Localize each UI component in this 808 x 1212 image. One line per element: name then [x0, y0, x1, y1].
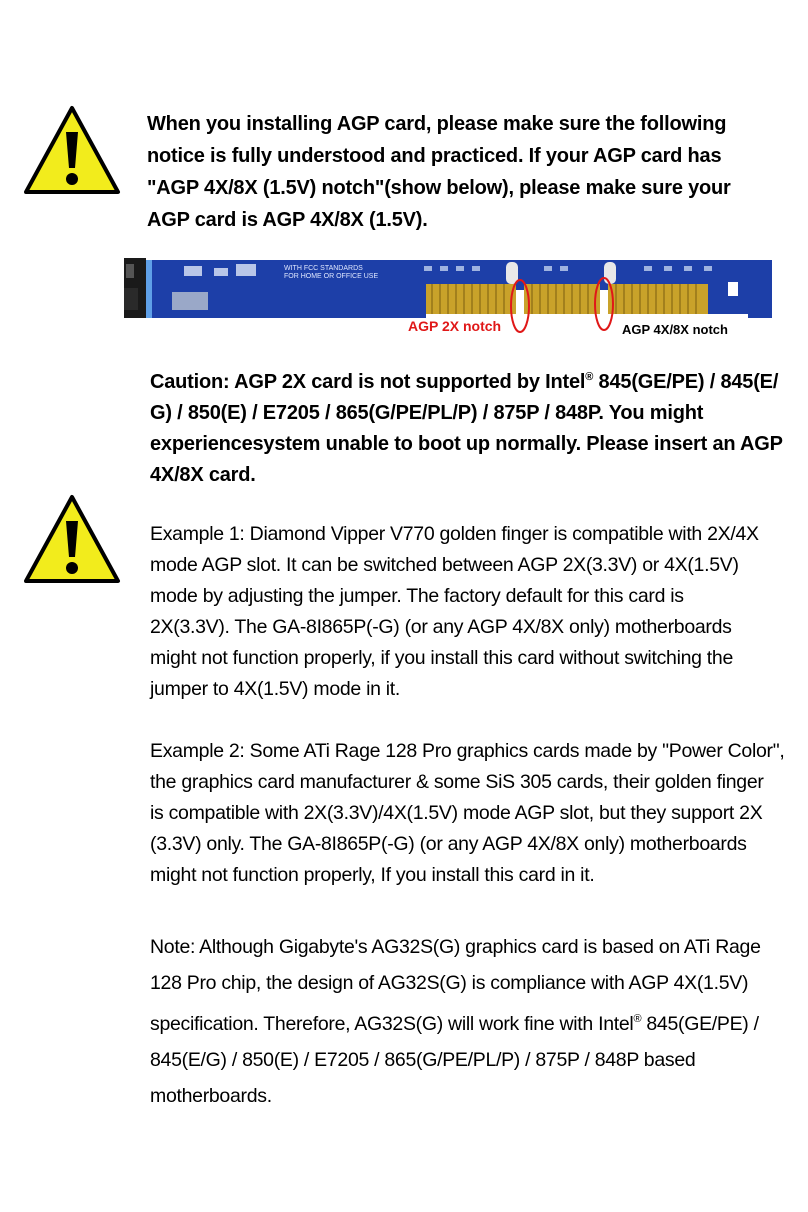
example-2-line: is compatible with 2X(3.3V)/4X(1.5V) mode AGP slot, but they support 2X — [150, 802, 763, 824]
example-1-line: jumper to 4X(1.5V) mode in it. — [150, 678, 401, 700]
example-1-line: mode by adjusting the jumper. The factory default for this card is — [150, 585, 684, 607]
note-line — [150, 1001, 761, 1042]
note-line: 128 Pro chip, the design of AG32S(G) is compliance with AGP 4X(1.5V) — [150, 972, 749, 994]
caution-text: 845(GE/PE) / 845(E/ — [593, 371, 779, 393]
agp-notice-paragraph — [147, 108, 731, 236]
registered-mark: ® — [633, 1013, 642, 1025]
example-2-line: might not function properly, If you install this card in it. — [150, 864, 595, 886]
note-line: motherboards. — [150, 1085, 272, 1107]
note-line: 845(E/G) / 850(E) / E7205 / 865(G/PE/PL/P) / 875P / 848P based — [150, 1049, 696, 1071]
caution-paragraph — [150, 362, 783, 491]
example-2-line: (3.3V) only. The GA-8I865P(-G) (or any AGP 4X/8X only) motherboards — [150, 833, 747, 855]
agp-4x8x-notch-label: AGP 4X/8X notch — [622, 322, 728, 337]
silkscreen-text: FOR HOME OR OFFICE USE — [284, 273, 379, 280]
note-line: Note: Although Gigabyte's AG32S(G) graphics card is based on ATi Rage — [150, 936, 761, 958]
caution-text: Caution: AGP 2X card is not supported by Intel — [150, 371, 586, 393]
silkscreen-text: WITH FCC STANDARDS — [284, 265, 363, 272]
warning-triangle-icon — [22, 104, 122, 196]
example-1-line: Example 1: Diamond Vipper V770 golden finger is compatible with 2X/4X — [150, 523, 759, 545]
example-2-line: Example 2: Some ATi Rage 128 Pro graphics cards made by "Power Color", — [150, 740, 785, 762]
notice-line: When you installing AGP card, please make sure the following — [147, 113, 727, 135]
example-1-line: mode AGP slot. It can be switched between AGP 2X(3.3V) or 4X(1.5V) — [150, 554, 739, 576]
caution-line: G) / 850(E) / E7205 / 865(G/PE/PL/P) / 875P / 848P. You might — [150, 402, 704, 424]
notice-line: notice is fully understood and practiced. If your AGP card has — [147, 145, 722, 167]
caution-line: 4X/8X card. — [150, 464, 256, 486]
warning-triangle-icon — [22, 493, 122, 585]
example-2-paragraph — [150, 736, 784, 891]
notice-line: "AGP 4X/8X (1.5V) notch"(show below), please make sure your — [147, 177, 731, 199]
registered-mark: ® — [585, 371, 594, 383]
note-text: specification. Therefore, AG32S(G) will work fine with Intel — [150, 1013, 634, 1035]
example-1-paragraph — [150, 519, 759, 705]
note-paragraph — [150, 929, 761, 1114]
example-2-line: the graphics card manufacturer & some SiS 305 cards, their golden finger — [150, 771, 764, 793]
caution-line: experiencesystem unable to boot up normally. Please insert an AGP — [150, 433, 783, 455]
note-text: 845(GE/PE) / — [641, 1013, 759, 1035]
agp-2x-notch-label: AGP 2X notch — [408, 318, 502, 334]
notice-line: AGP card is AGP 4X/8X (1.5V). — [147, 209, 428, 231]
example-1-line: might not function properly, if you install this card without switching the — [150, 647, 734, 669]
caution-line — [150, 362, 783, 398]
example-1-line: 2X(3.3V). The GA-8I865P(-G) (or any AGP 4X/8X only) motherboards — [150, 616, 732, 638]
